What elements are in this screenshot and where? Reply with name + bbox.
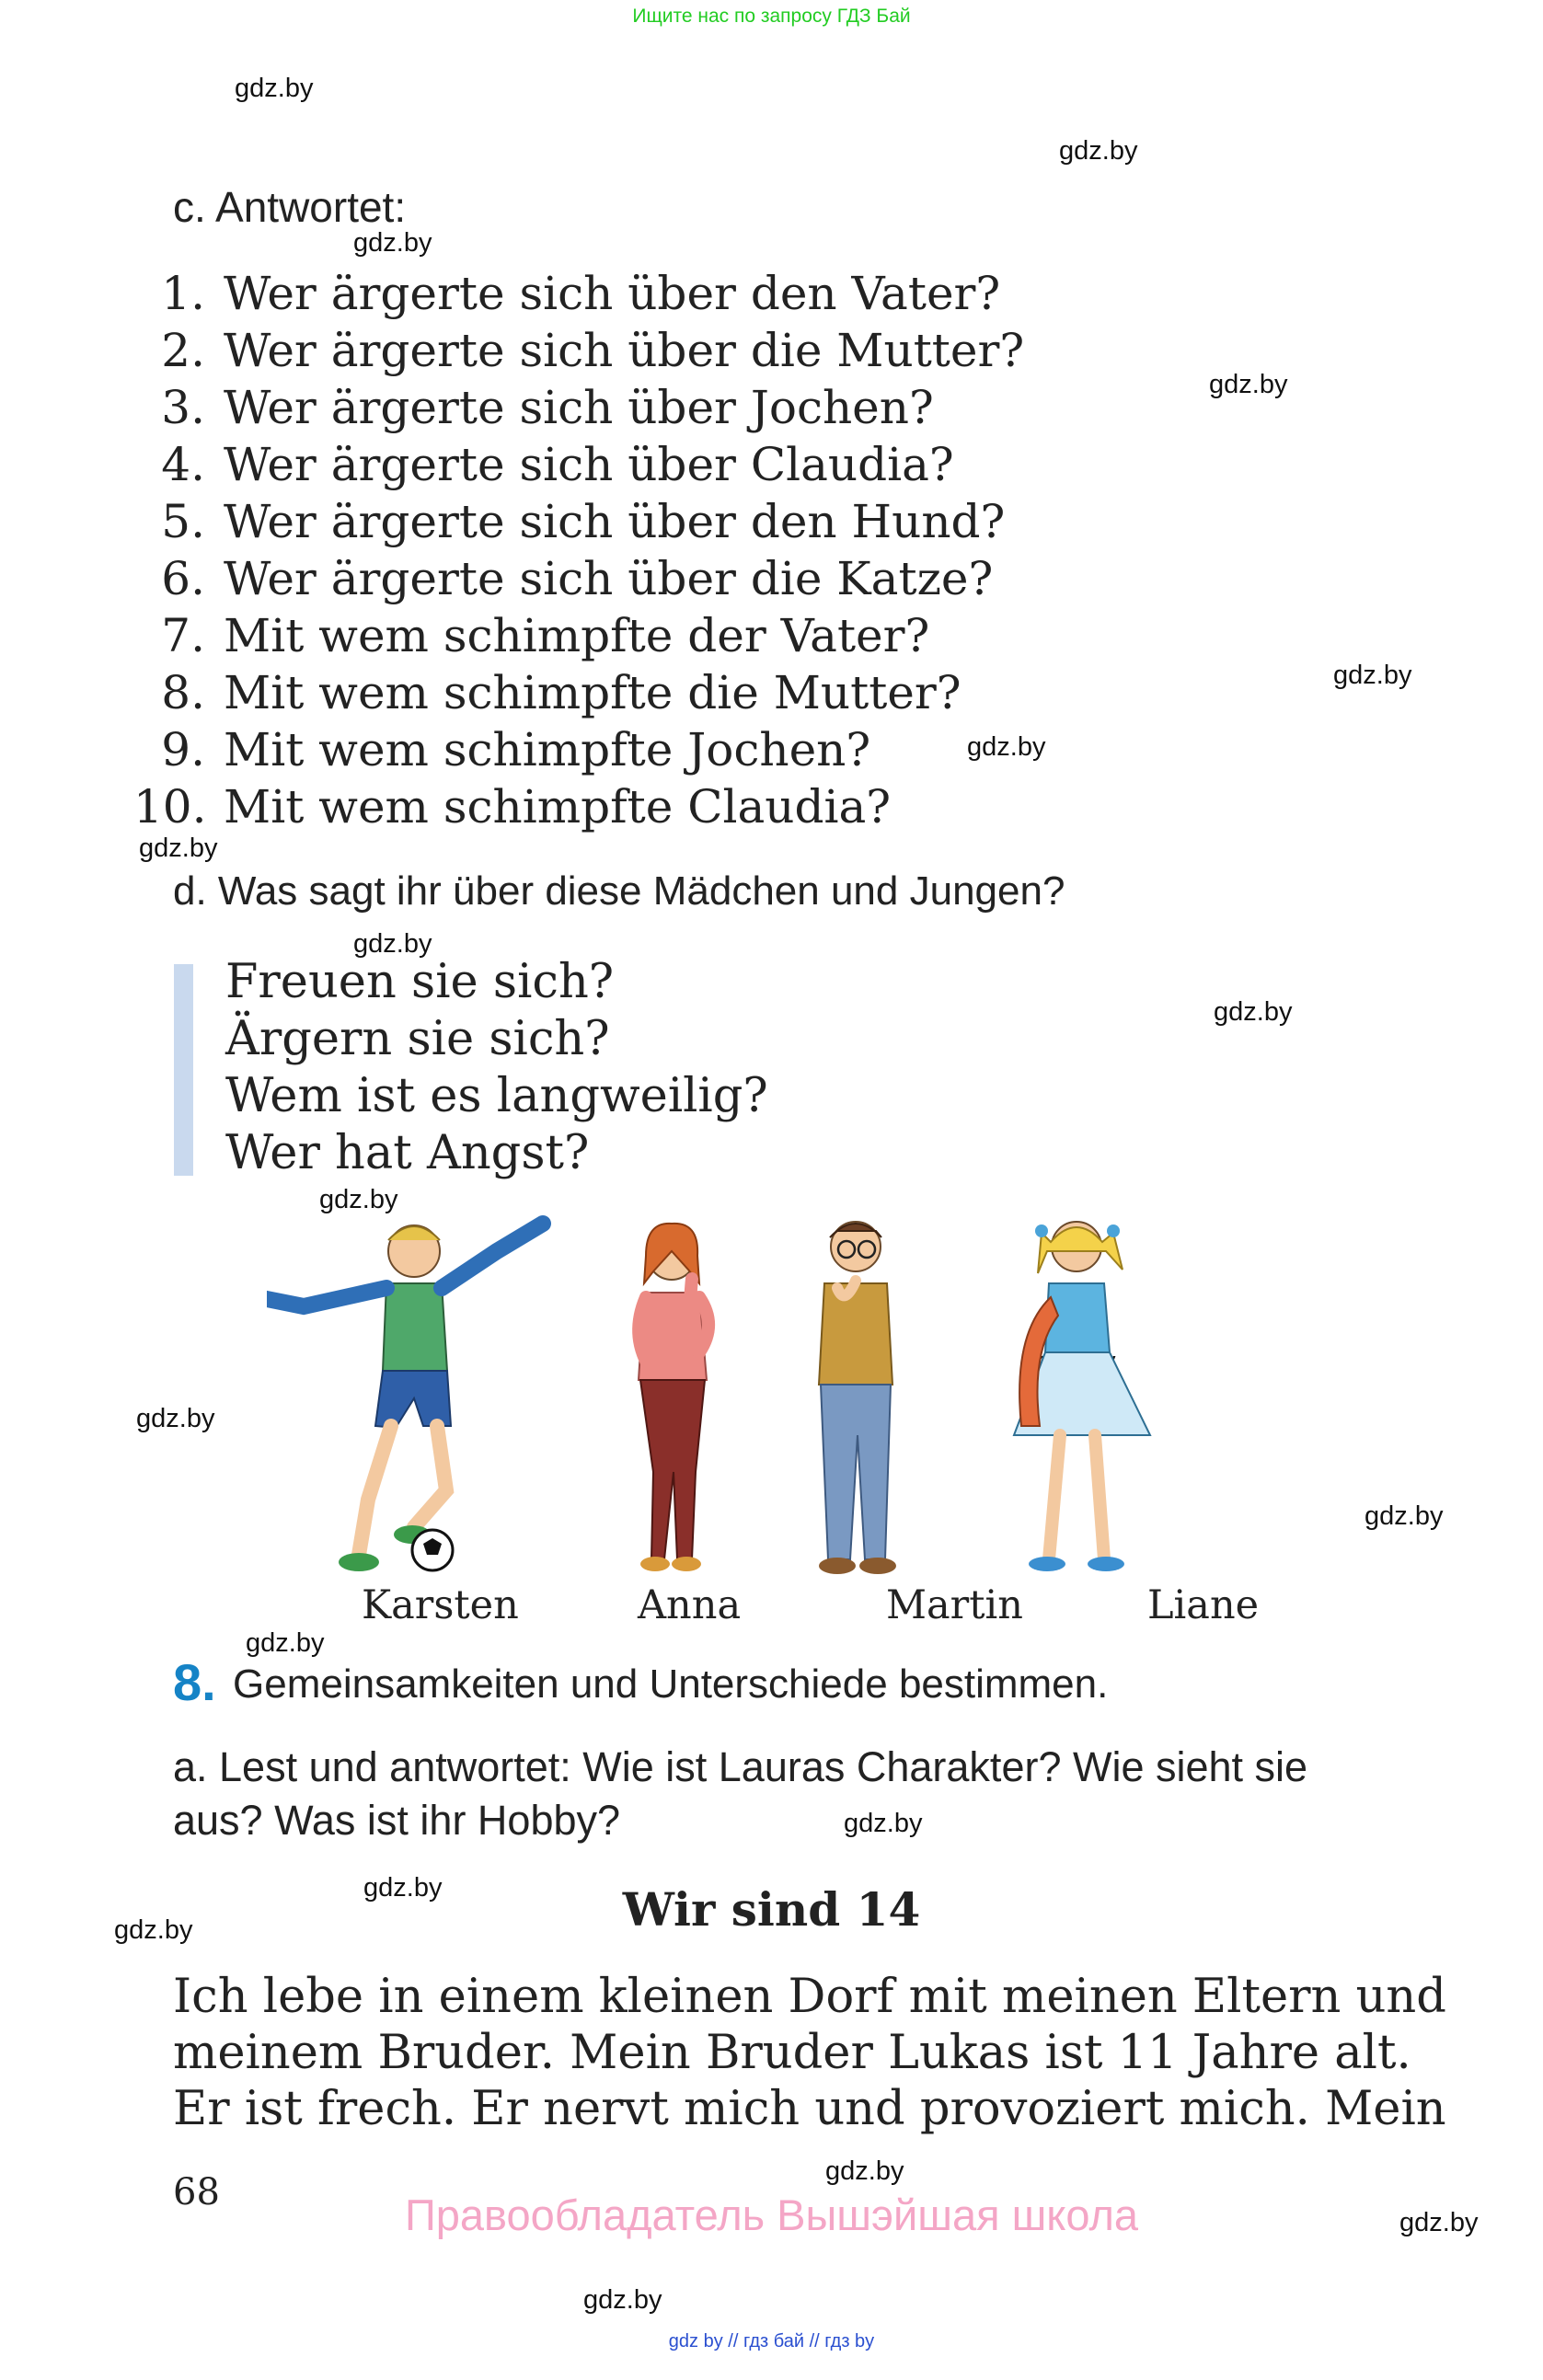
question-text: Mit wem schimpfte die Mutter? <box>224 666 961 719</box>
question-item <box>133 723 870 776</box>
question-number: 1. <box>161 267 205 320</box>
watermark: gdz.by <box>235 74 314 103</box>
section-d-heading: d. Was sagt ihr über diese Mädchen und Jungen? <box>173 868 1065 914</box>
question-number: 8. <box>161 666 205 719</box>
martin-figure <box>819 1222 896 1574</box>
question-item <box>133 438 954 491</box>
copyright-notice: Правообладатель Вышэйшая школа <box>404 2190 1139 2239</box>
character-name-anna: Anna <box>638 1582 742 1628</box>
question-item <box>133 609 929 662</box>
character-name-martin: Martin <box>886 1582 1023 1628</box>
question-number: 9. <box>161 723 205 776</box>
question-text: Wer ärgerte sich über die Katze? <box>224 552 994 605</box>
watermark: gdz.by <box>114 1915 193 1945</box>
question-number: 10. <box>133 780 207 834</box>
question-text: Wer ärgerte sich über Jochen? <box>224 381 934 434</box>
watermark: gdz.by <box>1059 136 1138 166</box>
question-text: Mit wem schimpfte Jochen? <box>224 723 871 776</box>
question-item <box>133 324 1024 377</box>
task-a: a. Lest und antwortet: Wie ist Lauras Charakter? Wie sieht sie aus? Was ist ihr Hobby? <box>173 1743 1308 1844</box>
watermark: gdz.by <box>844 1809 923 1838</box>
question-item <box>133 552 993 605</box>
watermark: gdz.by <box>1399 2208 1479 2237</box>
footer-links[interactable]: gdz by // гдз бай // гдз by <box>668 2331 875 2351</box>
question-text: Wer ärgerte sich über die Mutter? <box>224 324 1025 377</box>
story-line: meinem Bruder. Mein Bruder Lukas ist 11 Jahre alt. <box>173 2026 1411 2080</box>
question-text: Mit wem schimpfte Claudia? <box>224 780 892 834</box>
watermark: gdz.by <box>319 1185 398 1214</box>
watermark: gdz.by <box>1333 661 1412 690</box>
watermark: gdz.by <box>363 1873 443 1903</box>
prompt-line: Wem ist es langweilig? <box>225 1069 768 1123</box>
question-item <box>133 780 891 834</box>
question-item <box>133 495 1005 548</box>
question-number: 3. <box>161 381 205 434</box>
watermark: gdz.by <box>967 732 1046 762</box>
watermark: gdz.by <box>1365 1501 1444 1531</box>
question-item <box>133 267 1000 320</box>
watermark: gdz.by <box>825 2156 904 2186</box>
top-banner[interactable]: Ищите нас по запросу ГДЗ Бай <box>632 6 911 27</box>
story-text <box>173 1969 1446 2137</box>
story-line: Er ist frech. Er nervt mich und provoziert mich. Mein <box>173 2082 1446 2136</box>
question-text: Wer ärgerte sich über den Hund? <box>224 495 1006 548</box>
anna-figure <box>639 1224 708 1571</box>
character-name-karsten: Karsten <box>362 1582 519 1628</box>
question-number: 5. <box>161 495 205 548</box>
children-illustration <box>267 1196 1307 1582</box>
question-text: Wer ärgerte sich über den Vater? <box>224 267 1001 320</box>
prompt-line: Wer hat Angst? <box>225 1126 590 1180</box>
question-number: 6. <box>161 552 205 605</box>
question-number: 2. <box>161 324 205 377</box>
question-number: 7. <box>161 609 205 662</box>
watermark: gdz.by <box>583 2285 662 2315</box>
watermark: gdz.by <box>353 228 432 258</box>
liane-figure <box>1014 1222 1150 1571</box>
watermark: gdz.by <box>353 929 432 959</box>
watermark: gdz.by <box>1209 370 1288 399</box>
story-title: Wir sind 14 <box>622 1882 921 1937</box>
watermark: gdz.by <box>1214 997 1293 1027</box>
question-item <box>133 381 934 434</box>
page-number: 68 <box>173 2171 220 2213</box>
question-item <box>133 666 961 719</box>
exercise-number: 8. <box>173 1653 216 1711</box>
watermark: gdz.by <box>136 1404 215 1433</box>
prompt-line: Freuen sie sich? <box>225 955 615 1009</box>
story-line: Ich lebe in einem kleinen Dorf mit meinen Eltern und <box>173 1970 1446 2024</box>
prompt-line: Ärgern sie sich? <box>225 1012 610 1066</box>
karsten-figure <box>267 1224 543 1571</box>
watermark: gdz.by <box>139 834 218 863</box>
section-c-heading: c. Antwortet: <box>173 183 407 231</box>
quote-bar <box>174 964 193 1176</box>
question-number: 4. <box>161 438 205 491</box>
character-name-liane: Liane <box>1147 1582 1260 1628</box>
question-text: Mit wem schimpfte der Vater? <box>224 609 930 662</box>
question-text: Wer ärgerte sich über Claudia? <box>224 438 954 491</box>
watermark: gdz.by <box>246 1628 325 1658</box>
exercise-title: Gemeinsamkeiten und Unterschiede bestimmen. <box>233 1661 1109 1707</box>
